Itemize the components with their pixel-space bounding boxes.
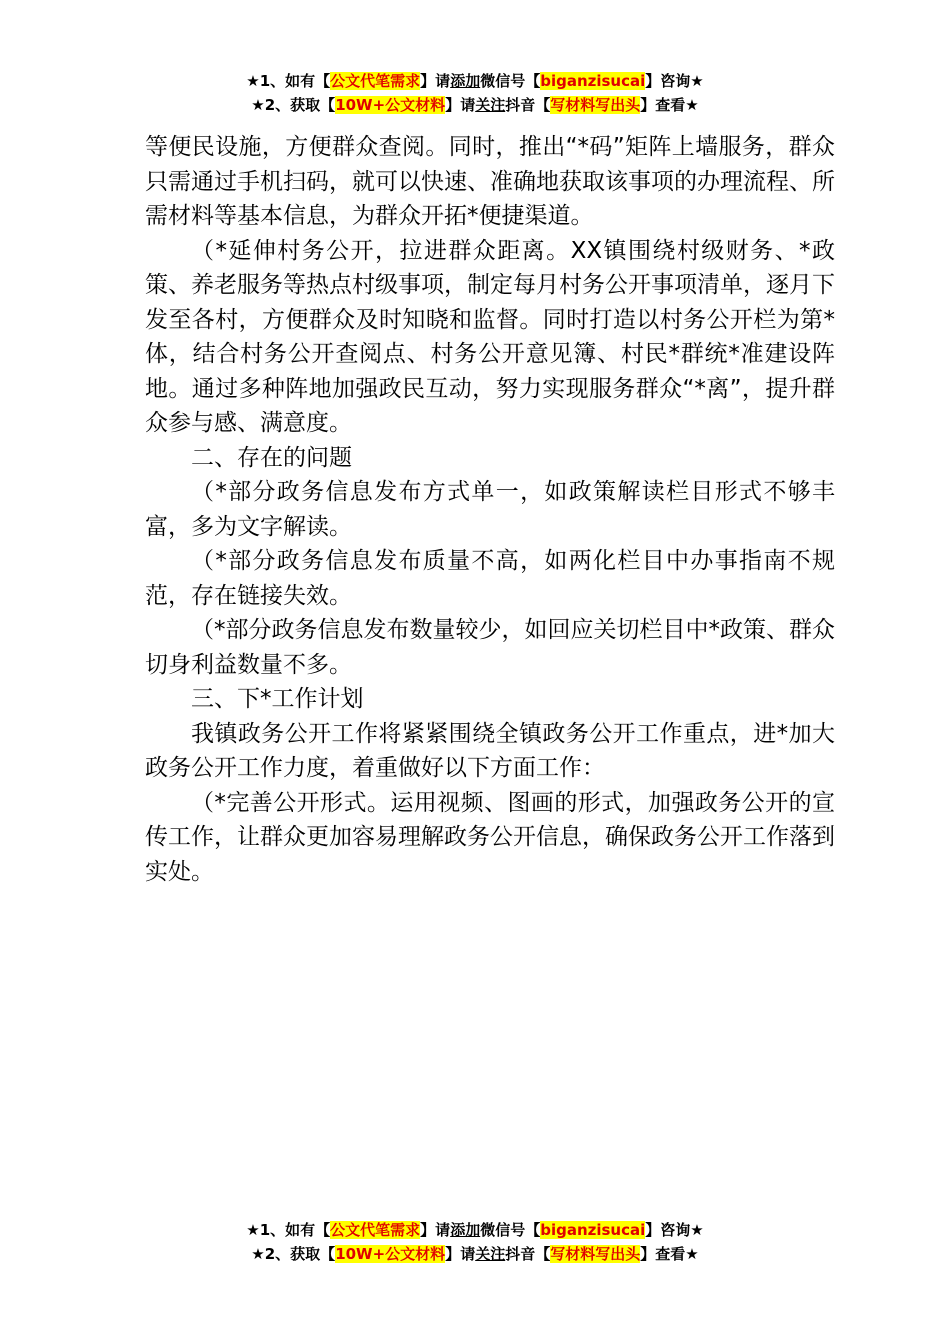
- highlight-douyin-name: 写材料写出头: [550, 1245, 641, 1263]
- highlight-materials: 10W+公文材料: [335, 96, 446, 114]
- highlight-service: 公文代笔需求: [330, 1221, 421, 1239]
- paragraph-plan-1: （*完善公开形式。运用视频、图画的形式，加强政务公开的宣传工作，让群众更加容易理解政务公开信息，确保政务公开工作落到实处。: [145, 789, 835, 885]
- section-heading-plan: 三、下*工作计划: [191, 686, 364, 712]
- highlight-wechat-id: biganzisucai: [540, 1221, 646, 1239]
- paragraph-problem-2: （*部分政务信息发布质量不高，如两化栏目中办事指南不规范，存在链接失效。: [145, 548, 835, 609]
- banner-line-2: ★2、获取【10W+公文材料】请关注抖音【写材料写出头】查看★: [251, 96, 699, 114]
- footer-banner: [0, 1218, 950, 1266]
- header-banner: [0, 69, 950, 117]
- highlight-materials: 10W+公文材料: [335, 1245, 446, 1263]
- banner-line-2: ★2、获取【10W+公文材料】请关注抖音【写材料写出头】查看★: [251, 1245, 699, 1263]
- highlight-douyin-name: 写材料写出头: [550, 96, 641, 114]
- paragraph-village-affairs: （*延伸村务公开，拉进群众距离。XX镇围绕村级财务、*政策、养老服务等热点村级事项，制定每月村务公开事项清单，逐月下发至各村，方便群众及时知晓和监督。同时打造以村务公开栏为第*体，结合村务公开查阅点、村务公开意见簿、村民*群统*准建设阵地。通过多种阵地加强政民互动，努力实现服务群众“*离”，提升群众参与感、满意度。: [145, 237, 835, 436]
- paragraph-problem-1: （*部分政务信息发布方式单一，如政策解读栏目形式不够丰富，多为文字解读。: [145, 479, 835, 540]
- banner-line-1: ★1、如有【公文代笔需求】请添加微信号【biganzisucai】咨询★: [246, 1221, 704, 1239]
- banner-line-1: ★1、如有【公文代笔需求】请添加微信号【biganzisucai】咨询★: [246, 72, 704, 90]
- paragraph-plan-intro: 我镇政务公开工作将紧紧围绕全镇政务公开工作重点，进*加大政务公开工作力度，着重做好以下方面工作：: [145, 720, 835, 781]
- document-body: [145, 130, 835, 889]
- paragraph-continued: 等便民设施，方便群众查阅。同时，推出“*码”矩阵上墙服务，群众只需通过手机扫码，就可以快速、准确地获取该事项的办理流程、所需材料等基本信息，为群众开拓*便捷渠道。: [145, 134, 835, 229]
- section-heading-problems: 二、存在的问题: [191, 444, 352, 471]
- highlight-service: 公文代笔需求: [330, 72, 421, 90]
- paragraph-problem-3: （*部分政务信息发布数量较少，如回应关切栏目中*政策、群众切身利益数量不多。: [145, 617, 835, 678]
- highlight-wechat-id: biganzisucai: [540, 72, 646, 90]
